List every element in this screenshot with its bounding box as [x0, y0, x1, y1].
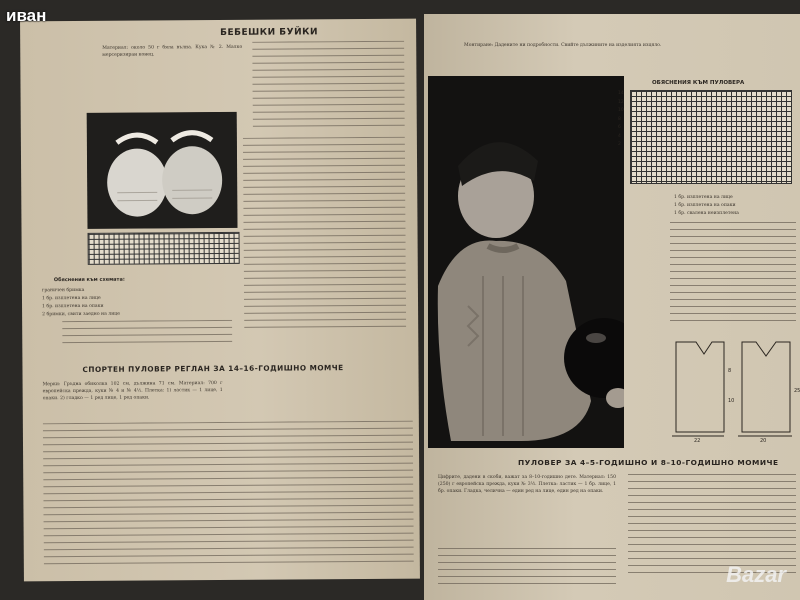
- text-column: [252, 41, 405, 132]
- legend-item: 1 бр. изплетена на опаки: [42, 303, 104, 310]
- legend-item: 1 бр. изплетена на лице: [41, 295, 101, 302]
- header-text: Монтиране: Дадените ни подробности. Свийте дължините на изделията изцяло.: [464, 43, 662, 48]
- legend-item: 2 бримки, свити заедно на лице: [42, 311, 120, 318]
- legend-item: 1 бр. изплетена на опаки: [674, 203, 736, 208]
- boy-photo: [428, 76, 624, 448]
- row-number: 14: [618, 91, 624, 96]
- dimension-label: 22: [694, 438, 701, 444]
- left-page: [20, 19, 420, 582]
- booties-intro: Материал: около 50 г бяла вълна. Кука № 2. Малко мерсеризиран конец.: [102, 44, 243, 58]
- booties-title: БЕБЕШКИ БУЙКИ: [220, 27, 319, 38]
- row-number: 6: [618, 125, 621, 130]
- text-column: [62, 320, 232, 351]
- chart-caption: ОБЯСНЕНИЯ КЪМ ПУЛОВЕРА: [652, 80, 745, 86]
- text-column: [670, 222, 796, 332]
- sweater-title: СПОРТЕН ПУЛОВЕР РЕГЛАН ЗА 14–16-ГОДИШНО МОМЧЕ: [82, 363, 344, 374]
- row-number: 10: [618, 108, 624, 113]
- dimension-label: 8: [728, 368, 732, 374]
- watermark: иван: [6, 6, 47, 25]
- legend: [42, 286, 232, 319]
- dimension-label: 25: [794, 388, 800, 394]
- pattern-chart: [630, 90, 792, 184]
- row-number: 8: [618, 116, 621, 122]
- right-page: [424, 14, 800, 600]
- legend-title: Обяснения към схемата:: [53, 276, 125, 284]
- dimension-label: 20: [760, 438, 767, 444]
- text-column: [43, 421, 414, 574]
- text-column: [243, 137, 406, 338]
- text-column: [438, 548, 616, 594]
- legend-item: граничен бримка: [41, 287, 85, 294]
- sweater-intro: Мерки: Гръдна обиколка 102 см, дължина 71 см. Материал: 700 г европейска прежда, куки № 4 и № 4½. Плетка: 1) ластик — 1 лице, 1 опаки. 2) гладко — 1 ред лице, 1 ред опаки.: [42, 380, 223, 402]
- girl-sweater-title: ПУЛОВЕР ЗА 4–5-ГОДИШНО И 8–10-ГОДИШНО МОМИЧЕ: [518, 458, 779, 467]
- booties-photo: [87, 112, 238, 229]
- row-number: 12: [618, 99, 624, 105]
- logo: Bazar: [726, 562, 786, 587]
- row-number: 2: [618, 142, 621, 147]
- legend-item: 1 бр. свалена неизплетена: [674, 211, 739, 216]
- chart-legend: [674, 194, 794, 218]
- garment-schematic: [668, 332, 800, 444]
- girl-sweater-intro: Цифрите, дадени в скоби, важат за 8–10-годишно дете. Материал: 150 (250) г европейска прежда, куки № 3½. Плетка: ластик — 1 бр. лице, 1 бр. опаки. Гладка, челична — един ред на лице, един ред на опаки.: [438, 475, 616, 494]
- booties-chart: [88, 232, 240, 265]
- row-number: 4: [618, 133, 621, 139]
- dimension-label: 10: [728, 398, 735, 404]
- row-numbers: [618, 90, 628, 150]
- legend-item: 1 бр. изплетена на лице: [674, 195, 733, 200]
